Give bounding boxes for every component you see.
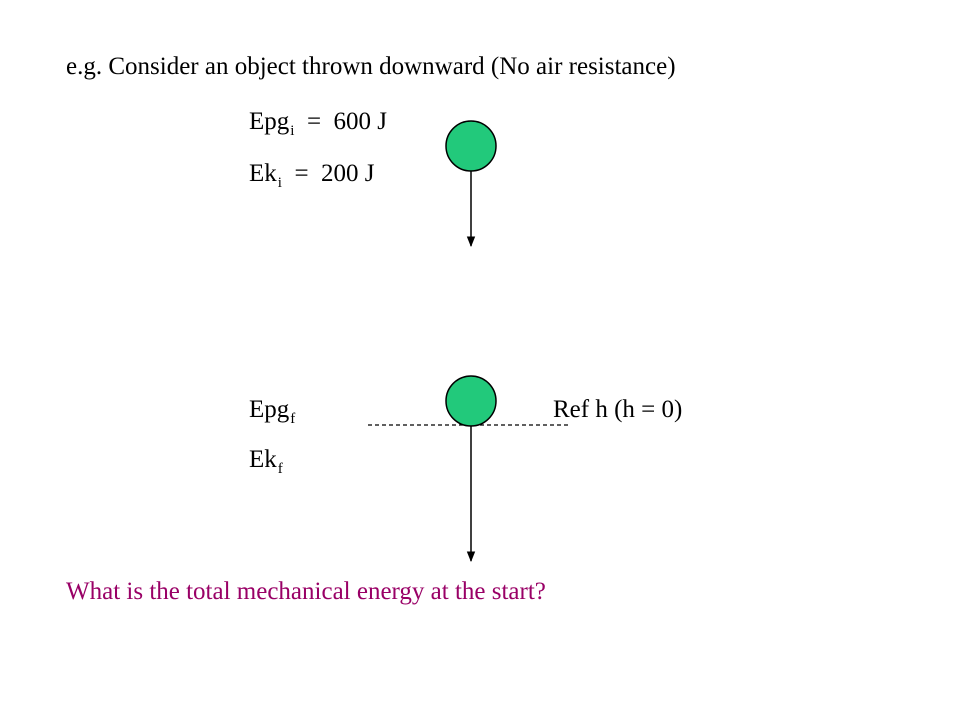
question-text: What is the total mechanical energy at the start? [66,578,546,605]
ek-initial-subscript: i [277,175,282,191]
ek-initial-value: = 200 J [281,160,375,187]
heading: e.g. Consider an object thrown downward (No air resistance) [66,53,676,80]
ek-final-subscript: f [277,461,283,477]
ek-final-base: Ek [249,446,277,473]
ball-initial [446,121,496,171]
epg-final-subscript: f [290,411,296,427]
epg-initial-base: Epg [249,108,290,135]
ek-initial-base: Ek [249,160,277,187]
ball-final [446,376,496,426]
epg-final-base: Epg [249,396,290,423]
reference-height-label: Ref h (h = 0) [553,396,683,423]
epg-initial-value: = 600 J [294,108,388,135]
epg-initial-subscript: i [290,123,295,139]
